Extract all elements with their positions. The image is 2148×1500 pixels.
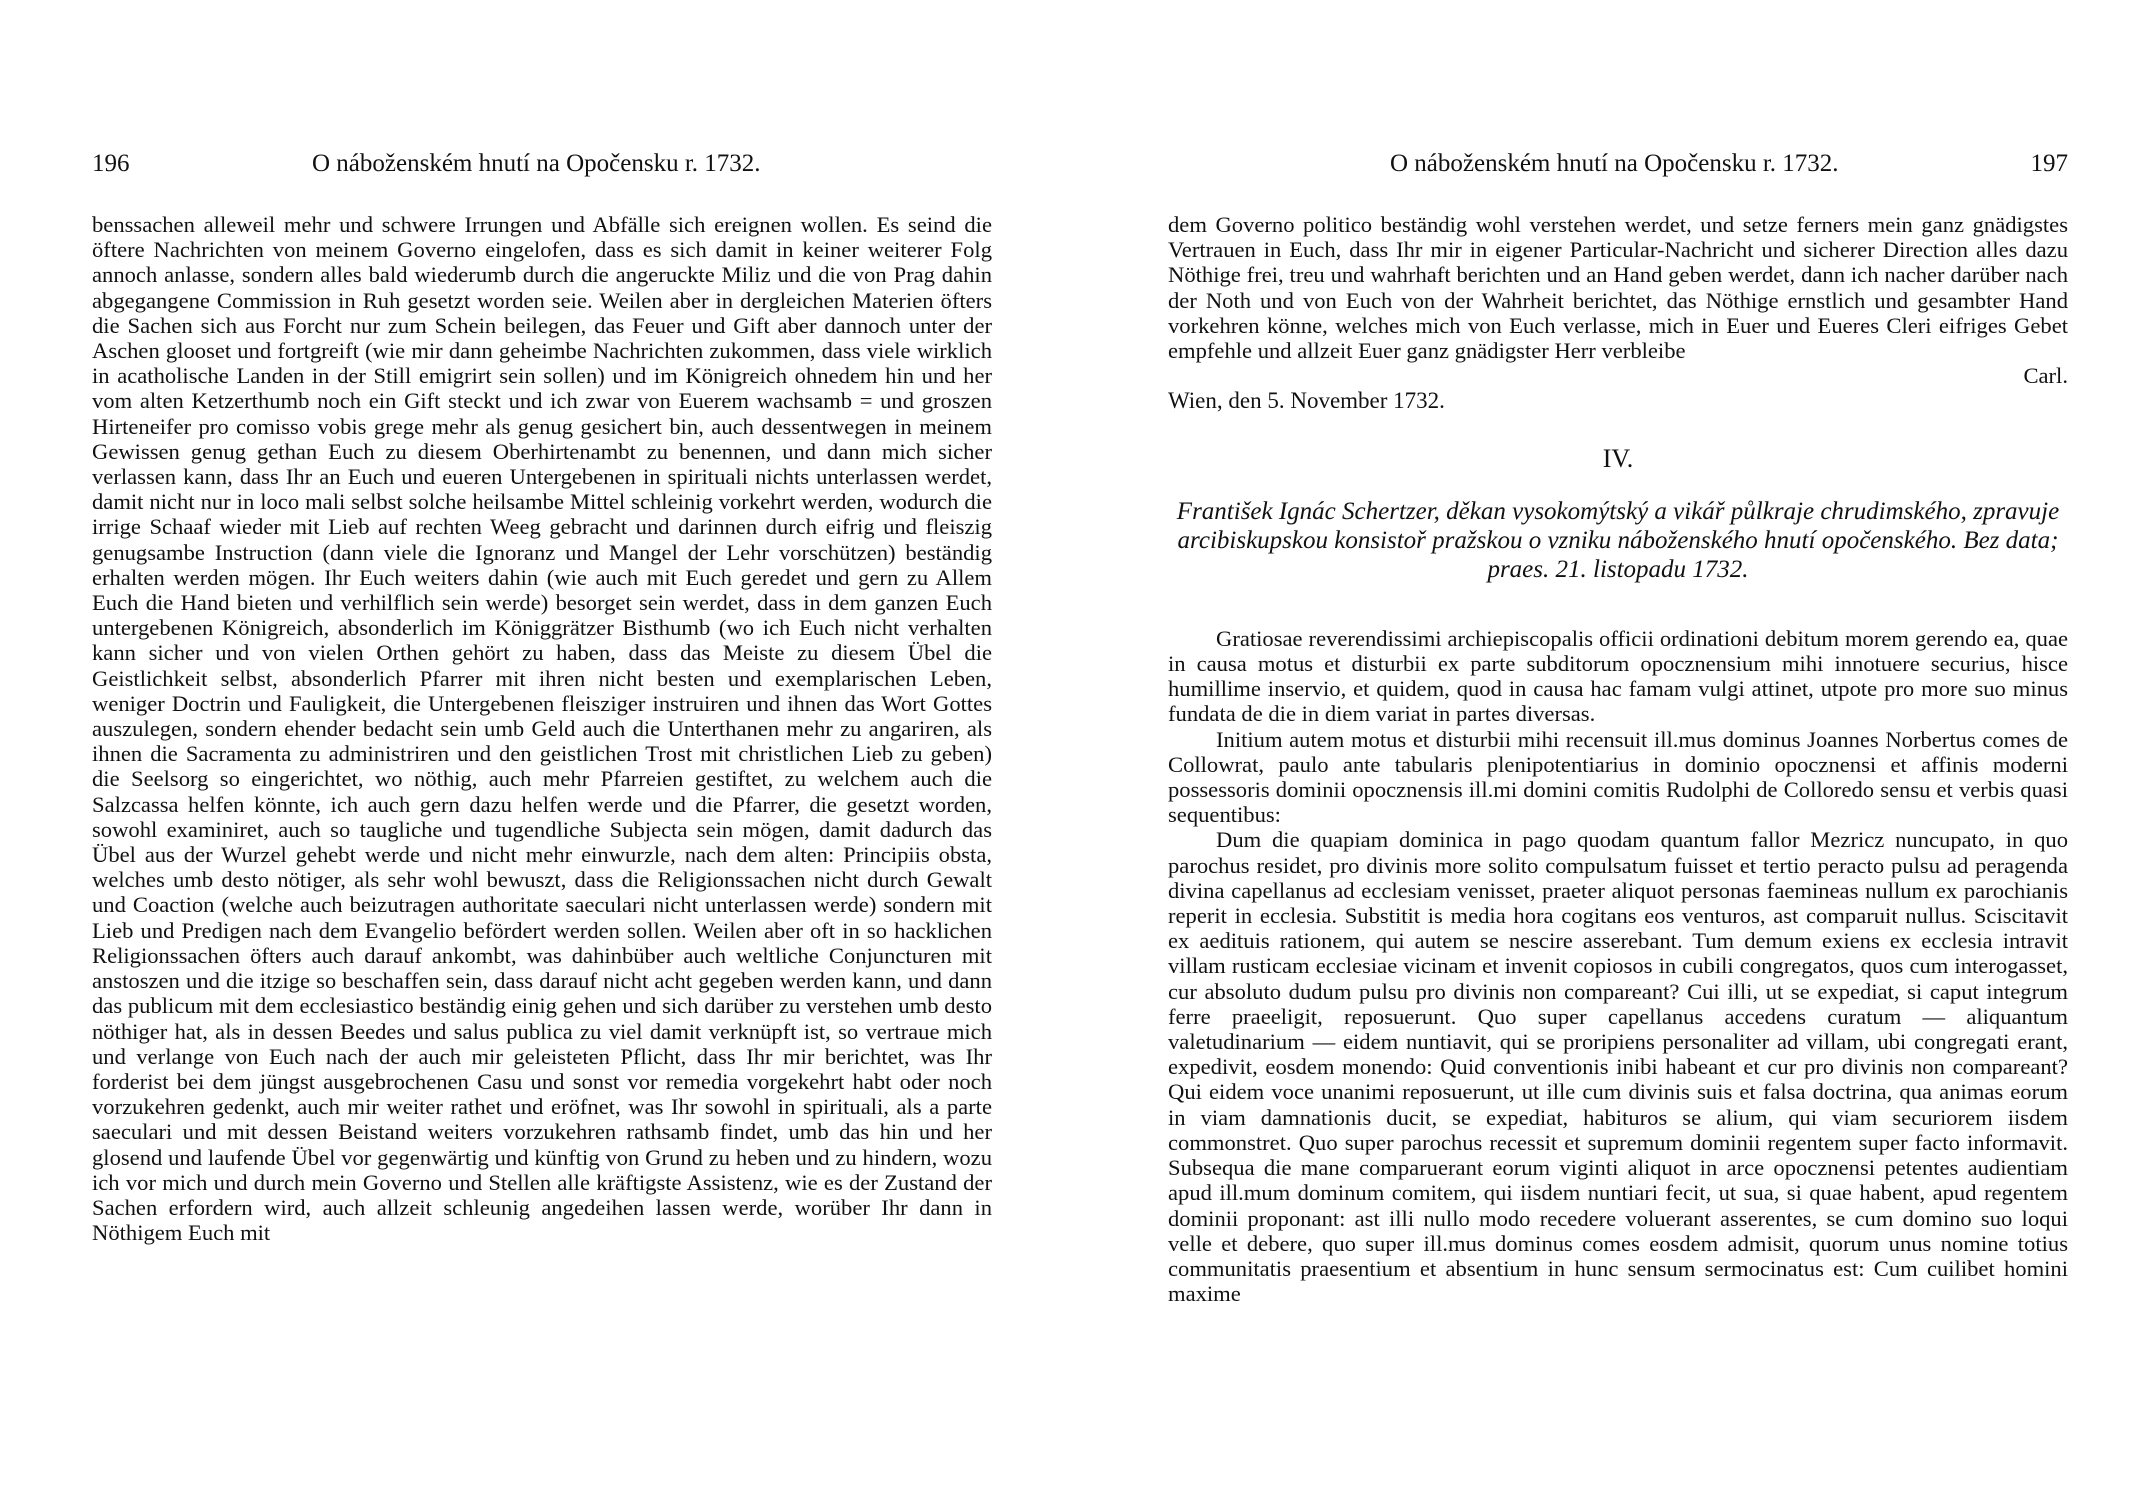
right-page-body: [1168, 212, 2068, 1306]
left-running-title: O náboženském hnutí na Opočensku r. 1732.: [312, 150, 761, 177]
latin-paragraph: Initium autem motus et disturbii mihi recensuit ill.mus dominus Joannes Norbertus comes de Collowrat, paulo ante tabularis plenipotentiarius in dominio opocznensi et affinis moderni possessoris dominii opocznensis ill.mi domini comitis Rudolphi de Colloredo sensu et verbis quasi sequentibus:: [1168, 726, 2068, 828]
left-page: [92, 0, 992, 1500]
left-page-body: [92, 212, 992, 1245]
opening-paragraph: dem Governo politico beständig wohl verstehen werdet, und setze ferners mein ganz gnädigstes Vertrauen in Euch, dass Ihr mir in eigener Particular-Nachricht und sicherer Direction alles dazu Nöthige frei, treu und wahrhaft berichten und an Hand geben werdet, dann ich nacher darüber nach der Noth und von Euch von der Wahrheit berichtet, das Nöthige ernstlich und gesambter Hand vorkehren könne, welches mich von Euch verlasse, mich in Euer und Eueres Cleri eifriges Gebet empfehle und allzeit Euer ganz gnädigster Herr verbleibe: [1168, 212, 2068, 364]
signature: Carl.: [2023, 363, 2068, 389]
date-line: Wien, den 5. November 1732.: [1168, 388, 1445, 414]
section-number: IV.: [1602, 443, 1634, 473]
right-running-title: O náboženském hnutí na Opočensku r. 1732.: [1390, 150, 1839, 177]
latin-paragraph: Dum die quapiam dominica in pago quodam quantum fallor Mezricz nuncupato, in quo parochus residet, pro divinis more solito compulsatum fuisset et tertio peracto pulsu ad peragenda divina capellanus ad ecclesiam venisset, praeter aliquot personas faemineas nullum ex parochianis reperit in ecclesia. Substitit is media hora cogitans eos venturos, ast comparuit nullus. Sciscitavit ex aedituis rationem, qui autem se nescire asserebant. Tum demum exiens ex ecclesia intravit villam rusticam ecclesiae vicinam et invenit copiosos in cubili congregatos, quos cum interogasset, cur absoluto dudum pulsu pro divinis non compareant? Cui illi, ut se expediat, si caput integrum ferre praeeligit, reposuerunt. Quo super capellanus accedens curatum — aliquantum valetudinarium — eidem nuntiavit, qui se proripiens personaliter ad villam, ubi congregati erant, expedivit, eosdem monendo: Quid conventionis inibi habeant et cur pro divinis non compareant? Qui eidem voce unanimi reposuerunt, ut ille cum divinis suis et falsa doctrina, qua animas eorum in viam damnationis ducit, se expediat, habituros se alium, qui viam securiorem iisdem commonstret. Quo super parochus recessit et supremum dominii regentem super facto informavit. Subsequa die mane comparuerant eorum viginti aliquot in arce opocznensi petentes audientiam apud ill.mum dominum comitem, qui iisdem nuntiari fecit, ut sua, si quae habent, apud regentem dominii proponant: ast illi nullo modo recedere voluerant asserentes, se cum domino suo loqui velle et debere, quo super ill.mus dominus comes eosdem admisit, quorum unus nomine totius communitatis praesentium et absentium in hunc sensum sermocinatus est: Cum cuilibet homini maxime: [1168, 827, 2068, 1307]
left-paragraph: benssachen alleweil mehr und schwere Irrungen und Abfälle sich ereignen wollen. Es seind die öftere Nachrichten von meinem Governo eingelofen, dass es sich damit in keiner weiterer Folg annoch anlasse, sondern alles bald wiederumb durch die angeruckte Miliz und die von Prag dahin abgegangene Commission in Ruh gesetzt worden seie. Weilen aber in dergleichen Materien öfters die Sachen sich aus Forcht nur zum Schein beilegen, das Feuer und Gift aber dannoch unter der Aschen glooset und fortgreift (wie mir dann geheimbe Nachrichten zukommen, dass viele wirklich in acatholische Landen in der Still emigrirt sein sollen) und im Königreich ohnedem hin und her vom alten Ketzerthumb noch ein Gift steckt und ich zwar von Euerem wachsamb = und groszen Hirteneifer pro comisso vobis grege mehr als genug gesichert bin, auch dessentwegen in meinem Gewissen genug gethan Euch zu diesem Oberhirtenambt zu benennen, und dann mich sicher verlassen kann, dass Ihr an Euch und eueren Untergebenen in spirituali nichts unterlassen werdet, damit nicht nur in loco mali selbst solche heilsambe Mittel schleinig vorkehrt werden, wodurch die irrige Schaaf wieder mit Lieb auf rechten Weeg gebracht und darinnen durch eifrig und fleiszig genugsambe Instruction (dann viele die Ignoranz und Mangel der Lehr vorschützen) beständig erhalten werden mögen. Ihr Euch weiters dahin (wie auch mit Euch geredet und gern zu Allem Euch die Hand bieten und verhilflich sein werde) besorget sein werdet, dass in dem ganzen Euch untergebenen Königreich, absonderlich im Königgrätzer Bisthumb (wo ich Euch nicht verhalten kann sicher und von vielen Orthen gehört zu haben, dass das Meiste zu diesem Übel die Geistlichkeit selbst, absonderlich Pfarrer mit ihren nicht besten und exemplarischen Leben, weniger Doctrin und Fauligkeit, die Untergebenen fleisziger instruiren und ihnen das Wort Gottes auszulegen, sondern ehender bedacht sein umb Geld auch die Unterthanen mehr zu angariren, als ihnen die Sacramenta zu administriren und den geistlichen Trost mit christlichen Lieb zu geben) die Seelsorg so eingerichtet, wo nöthig, auch mehr Pfarreien gestiftet, zu welchem auch die Salzcassa helfen könnte, ich auch gern dazu helfen werde und die Pfarrer, die gesetzt worden, sowohl examiniret, auch so taugliche und tugendliche Subjecta sein mögen, damit dadurch das Übel aus der Wurzel gehebt werde und nicht mehr einwurzle, nach dem alten: Principiis obsta, welches umb desto nötiger, als sehr wohl bewuszt, dass die Religionssachen nicht durch Gewalt und Coaction (welche auch beizutragen authoritate saeculari nicht unterlassen werde) sondern mit Lieb und Predigen nach dem Evangelio befördert werden sollen. Weilen aber oft in so hacklichen Religionssachen öfters auch darauf ankombt, was dahinbüber auch weltliche Conjuncturen mit anstoszen und die itzige so beschaffen sein, dass darauf nicht acht gegeben werden kann, und dann das publicum mit dem ecclesiastico beständig einig gehen und sich darüber zu verstehen umb desto nöthiger hat, als in dessen Beedes und salus publica zu viel damit verknüpft ist, so vertraue mich und verlange von Euch nach der auch mir geleisteten Pflicht, dass Ihr mir berichtet, was Ihr forderist bei dem jüngst ausgebrochenen Casu und sonst vor remedia vorgekehrt habt oder noch vorzukehren gedenkt, auch mir weiter rathet und eröfnet, was Ihr sowohl in spirituali, als a parte saeculari und mit dessen Beistand weiters vorzukehren rathsamb findet, umb das hin und her glosend und laufende Übel vor gegenwärtig und künftig von Grund zu heben und zu hindern, wozu ich vor mich und durch mein Governo und Stellen alle kräftigste Assistenz, wie es der Zustand der Sachen erfordern wird, auch allzeit schleunig angedeihen lassen werde, worüber Ihr dann in Nöthigem Euch mit: [92, 212, 992, 1246]
section-heading: František Ignác Schertzer, děkan vysokomýtský a vikář půlkraje chrudimského, zpravuje arcibiskupskou konsistoř pražskou o vzniku náboženského hnutí opočenského. Bez data; praes. 21. listopadu 1732.: [1176, 497, 2060, 583]
latin-paragraph: Gratiosae reverendissimi archiepiscopalis officii ordinationi debitum morem gerendo ea, quae in causa motus et disturbii ex parte subditorum opocznensium mihi innotuere securius, hisce humillime inservio, et quidem, quod in causa hac famam vulgi attinet, utpote pro more suo minus fundata de die in diem variat in partes diversas.: [1168, 625, 2068, 727]
right-page: [1168, 0, 2068, 1500]
left-page-number: 196: [92, 150, 130, 177]
right-page-number: 197: [2030, 150, 2068, 177]
right-page-header: [1168, 150, 2068, 186]
left-page-header: [92, 150, 992, 186]
